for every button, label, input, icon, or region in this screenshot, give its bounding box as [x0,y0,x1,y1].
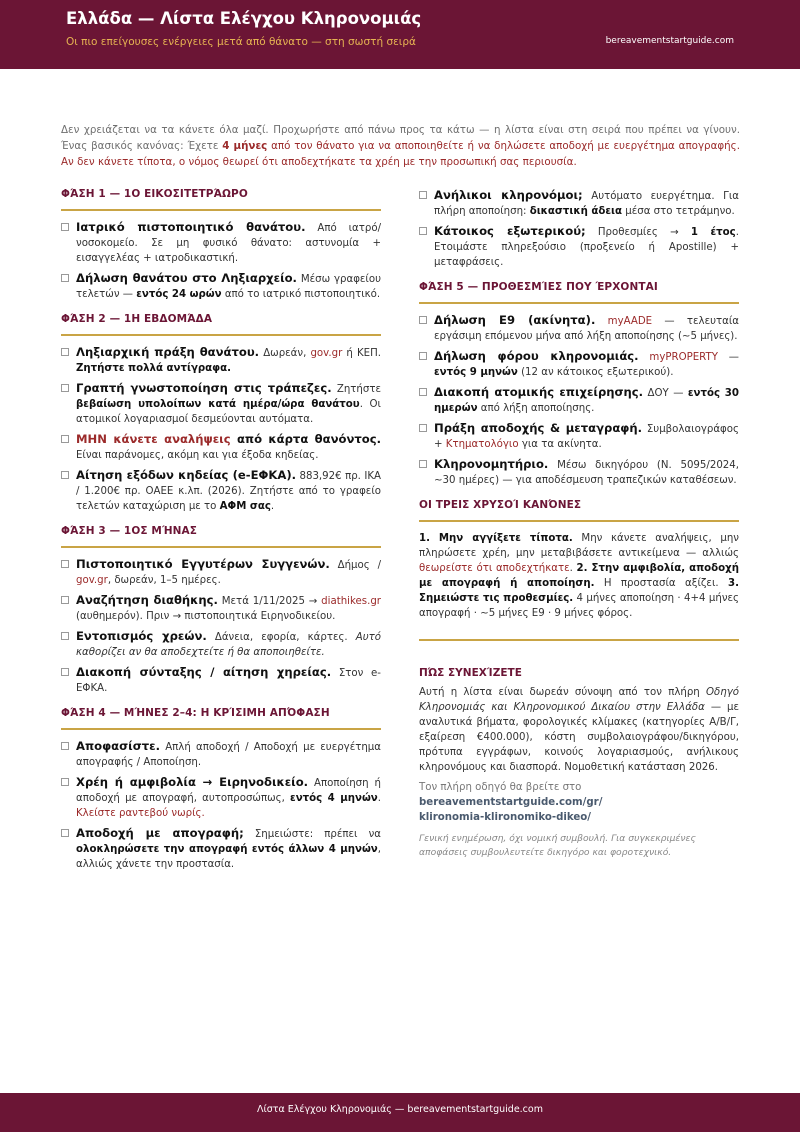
checkbox[interactable] [61,274,69,282]
page-footer [0,1093,800,1132]
checkbox[interactable] [419,352,427,360]
checkbox[interactable] [61,348,69,356]
checkbox[interactable] [61,742,69,750]
checklist-item: Αποφασίστε. Απλή αποδοχή / Αποδοχή με ευεργέτημα απογραφής / Αποποίηση. [61,739,381,770]
checkbox[interactable] [419,316,427,324]
gov-gr-link[interactable]: gov.gr [76,575,108,586]
checklist-item: Κάτοικος εξωτερικού; Προθεσμίες → 1 έτος. Ετοιμάστε πληρεξούσιο (προξενείο ή Apostille) + μεταφράσεις. [419,224,739,270]
checklist-item: Εντοπισμός χρεών. Δάνεια, εφορία, κάρτες. Αυτό καθορίζει αν θα αποδεχτείτε ή θα αποποιηθείτε. [61,629,381,660]
checklist-item: Δήλωση φόρου κληρονομιάς. myPROPERTY — εντός 9 μηνών (12 αν κάτοικος εξωτερικού). [419,349,739,380]
checklist-item: Ανήλικοι κληρονόμοι; Αυτόματο ευεργέτημα. Για πλήρη αποποίηση: δικαστική άδεια μέσα στο τετράμηνο. [419,188,739,219]
intro-paragraph [61,122,740,170]
continue-heading: ΠΏΣ ΣΥΝΕΧΊΖΕΤΕ [419,667,522,679]
checklist-item: Ιατρικό πιστοποιητικό θανάτου. Από ιατρό/νοσοκομείο. Σε μη φυσικό θάνατο: αστυνομία + εισαγγελέας + ιατροδικαστική. [61,220,381,266]
myproperty-link[interactable]: myPROPERTY [638,352,718,363]
page-title: Ελλάδα — Λίστα Ελέγχου Κληρονομιάς [66,9,422,28]
disclaimer-note: Γενική ενημέρωση, όχι νομική συμβουλή. Για συγκεκριμένες αποφάσεις συμβουλευτείτε δικηγόρο και φοροτεχνικό. [419,833,696,858]
checkbox[interactable] [419,460,427,468]
checklist-item: Πράξη αποδοχής & μεταγραφή. Συμβολαιογράφος + Κτηματολόγιο για τα ακίνητα. [419,421,739,452]
checklist-item: Διακοπή σύνταξης / αίτηση χηρείας. Στον e-ΕΦΚΑ. [61,665,381,696]
right-column [419,188,739,860]
phase-4-heading: ΦΆΣΗ 4 — ΜΉΝΕΣ 2–4: Η ΚΡΊΣΙΜΗ ΑΠΌΦΑΣΗ [61,707,381,730]
diathikes-link[interactable]: diathikes.gr [321,596,381,607]
gov-gr-link[interactable]: gov.gr [310,348,343,359]
checkbox[interactable] [61,632,69,640]
checkbox[interactable] [419,191,427,199]
checklist-item: Κληρονομητήριο. Μέσω δικηγόρου (Ν. 5095/2024, ∼30 ημέρες) — για αποδέσμευση τραπεζικών καταθέσεων. [419,457,739,488]
continue-text: Αυτή η λίστα είναι δωρεάν σύνοψη από τον πλήρη Οδηγό Κληρονομιάς και Κληρονομικού Δικαίου στην Ελλάδα — με αναλυτικά βήματα, φορολογικές κλίμακες (κατηγορίες Α/Β/Γ, εξαίρεση €400.000), κόστη συμβολαιογράφου/δικηγόρου, πρότυπα εγγράφων, κοινούς λογαριασμούς, ανήλικους κληρονόμους και διασπορά. Νομοθετική κατάσταση 2026. [419,687,740,773]
checkbox[interactable] [419,424,427,432]
checklist-item: Γραπτή γνωστοποίηση στις τράπεζες. Ζητήστε βεβαίωση υπολοίπων κατά ημέρα/ώρα θανάτου. Οι ατομικοί λογαριασμοί δεσμεύονται αυτόματα. [61,381,381,427]
footer-text: Λίστα Ελέγχου Κληρονομιάς — bereavementstartguide.com [257,1104,543,1115]
checkbox[interactable] [61,471,69,479]
page-subtitle: Οι πιο επείγουσες ενέργειες μετά από θάνατο — στη σωστή σειρά [66,36,416,48]
checklist-item: Πιστοποιητικό Εγγυτέρων Συγγενών. Δήμος / gov.gr, δωρεάν, 1–5 ημέρες. [61,557,381,588]
myaade-link[interactable]: myAADE [595,316,653,327]
phase-2-heading: ΦΆΣΗ 2 — 1Η ΕΒΔΟΜΆΔΑ [61,313,381,336]
checkbox[interactable] [61,668,69,676]
checklist-item: Αποδοχή με απογραφή; Σημειώστε: πρέπει να ολοκληρώσετε την απογραφή εντός άλλων 4 μηνών, αλλιώς χάνετε την προστασία. [61,826,381,872]
intro-text: Δεν χρειάζεται να τα κάνετε όλα μαζί. Προχωρήστε από πάνω προς τα κάτω — η λίστα είναι στη σειρά που πρέπει να γίνουν. Ένας βασικός κανόνας: Έχετε [61,124,740,152]
golden-rules-heading: ΟΙ ΤΡΕΙΣ ΧΡΥΣΟΊ ΚΑΝΌΝΕΣ [419,499,739,522]
checkbox[interactable] [61,223,69,231]
checkbox[interactable] [419,227,427,235]
checkbox[interactable] [419,388,427,396]
golden-rules: 1. Μην αγγίξετε τίποτα. Μην κάνετε αναλήψεις, μην πληρώσετε χρέη, μην μεταβιβάσετε αντικείμενα — αλλιώς θεωρείστε ότι αποδεχτήκατε. 2. Στην αμφιβολία, αποδοχή με απογραφή ή αποποίηση. Η προστασία αξίζει. 3. Σημειώστε τις προθεσμίες. 4 μήνες αποποίηση · 4+4 μήνες απογραφή · ∼5 μήνες Ε9 · 9 μήνες φόρος. [419,531,739,641]
checkbox[interactable] [61,384,69,392]
checkbox[interactable] [61,560,69,568]
guide-link-intro: Τον πλήρη οδηγό θα βρείτε στο [419,782,582,793]
checkbox[interactable] [61,778,69,786]
ktimatologio-link[interactable]: Κτηματολόγιο [445,439,519,450]
checklist-item: Χρέη ή αμφιβολία → Ειρηνοδικείο. Αποποίηση ή αποδοχή με απογραφή, αυτοπροσώπως, εντός 4 μηνών. Κλείστε ραντεβού νωρίς. [61,775,381,821]
intro-warning: από τον θάνατο για να αποποιηθείτε ή να δηλώσετε αποδοχή με ευεργέτημα απογραφής. Αν δεν κάνετε τίποτα, ο νόμος θεωρεί ότι αποδεχτήκατε τα χρέη με την προσωπική σας περιουσία. [61,140,740,168]
checklist-item: Δήλωση θανάτου στο Ληξιαρχείο. Μέσω γραφείου τελετών — εντός 24 ωρών από το ιατρικό πιστοποιητικό. [61,271,381,302]
page-header [0,0,800,69]
checkbox[interactable] [61,435,69,443]
checkbox[interactable] [61,829,69,837]
phase-3-heading: ΦΆΣΗ 3 — 1ΟΣ ΜΉΝΑΣ [61,525,381,548]
checklist-item: Ληξιαρχική πράξη θανάτου. Δωρεάν, gov.gr ή ΚΕΠ. Ζητήστε πολλά αντίγραφα. [61,345,381,376]
checklist-item: Δήλωση Ε9 (ακίνητα). myAADE — τελευταία εργάσιμη επόμενου μήνα από λήξη αποποίησης (∼5 μήνες). [419,313,739,344]
phase-1-heading: ΦΆΣΗ 1 — 1Ο ΕΙΚΟΣΙΤΕΤΡΆΩΡΟ [61,188,381,211]
header-site-link[interactable]: bereavementstartguide.com [605,36,734,46]
intro-deadline: 4 μήνες [222,140,268,152]
checkbox[interactable] [61,596,69,604]
checklist-item: Αίτηση εξόδων κηδείας (e-ΕΦΚΑ). 883,92€ πρ. ΙΚΑ / 1.200€ πρ. ΟΑΕΕ κ.λπ. (2026). Ζητήστε από το γραφείο τελετών καταχώριση με το ΑΦΜ σας. [61,468,381,514]
left-column [61,188,381,877]
checklist-item: Διακοπή ατομικής επιχείρησης. ΔΟΥ — εντός 30 ημερών από λήξη αποποίησης. [419,385,739,416]
guide-link[interactable]: bereavementstartguide.com/gr/ klironomia-klironomiko-dikeo/ [419,797,603,823]
checklist-item: Αναζήτηση διαθήκης. Μετά 1/11/2025 → diathikes.gr (αυθημερόν). Πριν → πιστοποιητικά Ειρηνοδικείου. [61,593,381,624]
checklist-item: ΜΗΝ κάνετε αναλήψεις από κάρτα θανόντος. Είναι παράνομες, ακόμη και για έξοδα κηδείας. [61,432,381,463]
phase-5-heading: ΦΆΣΗ 5 — ΠΡΟΘΕΣΜΊΕΣ ΠΟΥ ΈΡΧΟΝΤΑΙ [419,281,739,304]
